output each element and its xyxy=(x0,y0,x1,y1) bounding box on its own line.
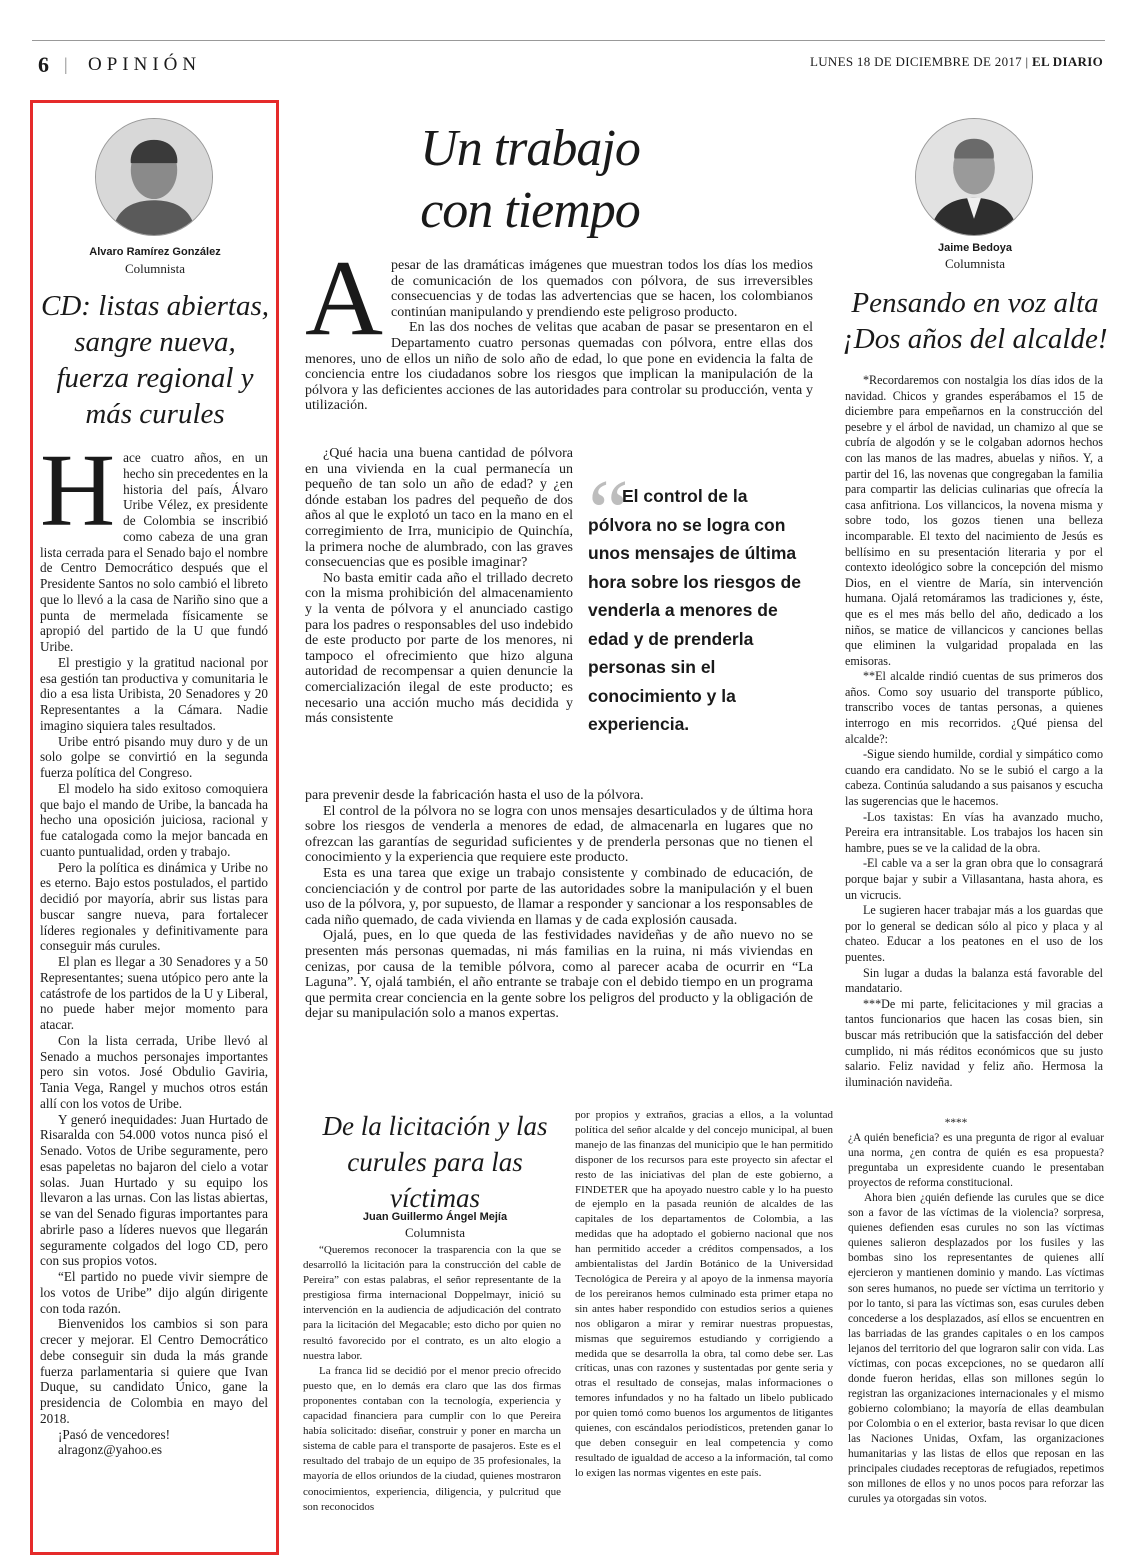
left-column-body xyxy=(40,433,268,1458)
center-narrow-column xyxy=(305,446,573,727)
bottom-paragraph: ¿A quién beneficia? es una pregunta de rigor al evaluar una norma, ¿en contra de quién es esa propuesta? preguntaba un expresidente cuando le presentaban proyectos de reforma constitucional. xyxy=(848,1132,1104,1190)
author-photo-left xyxy=(95,118,213,236)
center-paragraph: En las dos noches de velitas que acaban de pasar se presentaron en el Departamento cuatro personas quemadas con pólvora, entre ellas dos menores, uno de ellos un niño de solo año de edad, lo que pone en evidencia la falta de conciencia entre los ciudadanos sobre los riesgos que implican la manipulación de la pólvora y las deficientes acciones de las autoridades para controlar su producción, venta y utilización. xyxy=(305,320,813,414)
center-paragraph: para prevenir desde la fabricación hasta el uso de la pólvora. xyxy=(305,788,644,803)
bottom-paragraph: La franca lid se decidió por el menor precio ofrecido puesto que, en lo demás era claro que las dos firmas proponentes contaban con la tecnología, experiencia y capacidad financiera para cumplir con lo que Pereira había solicitado: diseñar, construir y poner en marcha un sistema de cable para el transporte de pasajeros. Este es el resultado del trabajo de un equipo de 35 profesionales, la mayoría de ellos oriundos de la ciudad, quienes mostraron conocimientos, experiencia, diligencia, y pulcritud que son reconocidos xyxy=(303,1364,561,1513)
right-paragraph: -Sigue siendo humilde, cordial y simpático como cuando era candidato. No se le subió el cargo a la cabeza. Continúa saludando a sus paisanos y escucha las sugerencias que le hacemos. xyxy=(845,747,1103,809)
header-separator: | xyxy=(64,54,68,74)
center-paragraph: Esta es una tarea que exige un trabajo consistente y combinado de educación, de concienciación y de control por parte de las autoridades sobre la manipulación y el buen uso de la pólvora, y, por supuesto, de llamar a responder y sancionar a los responsables de cada niño quemado, de cada vivienda en llamas y de cada explosión causada. xyxy=(305,865,813,928)
right-paragraph: ***De mi parte, felicitaciones y mil gracias a tantos funcionarios que hacen las cosas bien, sin buscar más retribución que la satisfacción del deber cumplido, ni más réditos económicos que su justo salario. Feliz navidad y feliz año. Hermosa la iluminación navideña. xyxy=(845,996,1103,1089)
right-column-headline: Pensando en voz alta ¡Dos años del alcalde! xyxy=(842,287,1108,355)
bottom-paragraph: “Queremos reconocer la trasparencia con la que se desarrolló la licitación para la construcción del cable de Pereira” con estas palabras, el señor representante de la prestigiosa firma internacional Doppelmayr, inició su intervención en la audiencia de adjudicación del contrato para la licitación del Megacable; esto dicho por quien no resultó favorecido por el contrato, es un alto elogio a nuestra labor. xyxy=(303,1244,561,1362)
left-paragraph: Y generó inequidades: Juan Hurtado de Risaralda con 54.000 votos nunca pisó el Senado. Votos de Uribe seguramente, pero esas papeletas no bajaron del cielo a votar solas. Juan Hurtado y su equipo los llevaron a las urnas. Con las listas abiertas, se van del Senado figuras importantes para abrirle paso a líderes nuevos que llegarán seguramente colgados del logo CD, pero con sus propios votos. xyxy=(40,1111,268,1269)
person-portrait-icon xyxy=(916,119,1032,235)
right-paragraph: **El alcalde rindió cuentas de sus primeros dos años. Como soy usuario del transporte público, transcribo voces de tantas personas, a quienes interrogo en mis recorridos. ¿Qué piensa del alcalde?: xyxy=(845,669,1103,746)
left-paragraph: Pero la política es dinámica y Uribe no es eterno. Bajo estos postulados, el partido decidió por mayoría, abrir sus listas para buscar sangre nueva, para fortalecer líderes regionales y definitivamente para conseguir más curules. xyxy=(40,859,268,954)
center-dropcap: A xyxy=(305,239,383,358)
left-paragraph: Con la lista cerrada, Uribe llevó al Senado a muchos personajes importantes pero sin votos. José Obdulio Gaviria, Tania Vega, Rangel y muchos otros están allí con los votos de Uribe. xyxy=(40,1032,268,1111)
center-paragraph: El control de la pólvora no se logra con unos mensajes desarticulados y de última hora sobre los riesgos de venderla a menores de edad, de almacenarla en lugares que no ofrezcan las garantías de seguridad suficientes y de prenderla personas que no tienen el conocimiento y la experiencia que requiere este producto. xyxy=(305,803,813,866)
right-paragraph: -Los taxistas: En vías ha avanzado mucho, Pereira era intransitable. Los trabajos los hacen sin hambre, pues se ve la calidad de la obra. xyxy=(845,809,1103,855)
left-paragraph: ¡Pasó de vencedores! xyxy=(58,1426,171,1442)
left-column-headline: CD: listas abiertas, sangre nueva, fuerza regional y más curules xyxy=(41,290,269,430)
center-headline: Un trabajo con tiempo xyxy=(420,120,640,239)
author-name-bottom: Juan Guillermo Ángel Mejía xyxy=(362,1211,508,1223)
left-paragraph: El plan es llegar a 30 Senadores y a 50 Representantes; suena utópico pero ante la catástrofe de los partidos de la U y Liberal, no puede haber mejor momento para atacar. xyxy=(40,954,268,1032)
bottom-paragraph: Ahora bien ¿quién defiende las curules que se dice son a favor de las víctimas de la violencia? sorpresa, quienes defienden esas curules no son las víctimas quienes salieron desplazados por los fusiles y las bombas sino los representantes de quienes allí ejercieron y mantienen dominio y mando. Las víctimas son seres humanos, no puede ser víctima un territorio y por lo tanto, si para las víctimas son, esas curules deben concederse a los desplazados, así ellos se encuentren en las barriadas de las grandes capitales o en los campos lejanos del territorio del que lograron salir con vida. Las víctimas, con pocas excepciones, no se quedaron allí donde fueron heridas, ellas son millones según lo registran las organizaciones internacionales y el mismo gobierno colombiano; la mayoría de ellas deambulan por Colombia o en el exterior, basta revisar lo que dicen las Naciones Unidas, Oxfam, las organizaciones humanitarias y las listas de ellos que reposan en las principales ciudades receptoras de refugiados, repetimos son millones de ellos y no unos pocos para reforzar las curules ya otorgadas sin votos. xyxy=(848,1192,1104,1506)
author-role-bottom: Columnista xyxy=(405,1225,465,1240)
center-paragraph: No basta emitir cada año el trillado decreto con la misma prohibición del almacenamiento y la venta de pólvora y el anunciado castigo para los padres o responsables del uso indebido de este producto por parte de los menores, ni tampoco el ofrecimiento que hizo alguna autoridad de recompensar a quien denuncie la comercialización ilegal de este producto; es necesario una acción mucho más decidida y más consistente xyxy=(305,570,573,727)
right-column-body xyxy=(845,373,1103,1090)
author-email[interactable]: alragonz@yahoo.es xyxy=(58,1442,163,1458)
header-rule xyxy=(32,40,1105,41)
newspaper-name: EL DIARIO xyxy=(1032,54,1103,69)
author-role-left: Columnista xyxy=(125,261,185,276)
right-paragraph: Sin lugar a dudas la balanza está favorable del mandatario. xyxy=(845,965,1103,996)
pull-quote: El control de la pólvora no se logra con unos mensajes de última hora sobre los riesgos de venderla a menores de edad y de prenderla personas sin el conocimiento y la experiencia. xyxy=(588,486,801,734)
left-paragraph: “El partido no puede vivir siempre de los votos de Uribe” dijo algún dirigente con toda razón. xyxy=(40,1269,268,1316)
bottom-column-1 xyxy=(303,1243,561,1515)
section-break-marker: **** xyxy=(944,1117,968,1129)
right-paragraph: *Recordaremos con nostalgia los días idos de la navidad. Chicos y grandes esperábamos el 15 de diciembre para empeñarnos en la construcción del pesebre y el árbol de navidad, un chamizo al que se cubría de algodón y se le colgaban adornos hechos con las manos de las madres, abuelas y niños. Y, a partir del 16, las novenas que congregaban la familia para compartir las delicias culinarias que ofrecía la casa anfitriona. Los villancicos, la novena misma y sobre todo, los gozos tienen una belleza incomparable. El texto del nacimiento de Jesús es bellísimo en su presentación literaria y por el contexto ideológico sobre la concepción del mismo Dios, en el vientre de María, sin intervención humana. Ojalá retomáramos las tradiciones y, éste, que es el mes más bello del año, dedicado a los niños, se matice de villancicos y canciones bellas que eliminen la vulgaridad propalada en las emisoras. xyxy=(845,373,1103,668)
author-role-right: Columnista xyxy=(945,256,1005,271)
bottom-column-3 xyxy=(848,1116,1104,1507)
bottom-headline: De la licitación y las curules para las víctimas xyxy=(322,1111,548,1213)
author-photo-right xyxy=(915,118,1033,236)
bottom-column-2 xyxy=(575,1108,833,1481)
bottom-paragraph: por propios y extraños, gracias a ellos, a la voluntad política del señor alcalde y del concejo municipal, al buen manejo de las finanzas del municipio que le han permitido disponer de los recursos para este proyecto sin afectar el resto de las iniciativas del plan de este gobierno, a FINDETER que ha apoyado nuestro cable y lo ha puesto de ejemplo en la pasada reunión de alcaldes de las capitales de los departamentos de Colombia, a las medidas que ha adoptado el gobierno nacional que nos han permitido acceder a créditos compensados, a los ambientalistas del Jardín Botánico de la Universidad Tecnológica de Pereira y al apoyo de la inmensa mayoría de los pereiranos hemos culminado esta primer etapa no sin antes haber respondido con estudios serios a quienes nos obligaron a mirar y remirar nuestras propuestas, mismas que seguiremos estudiando y corrigiendo a medida que se desarrolla la obra, tal como debe ser. Las críticas, unas con razones y sustentadas por gente seria y otras el resultado de consejas, malas informaciones o temores infundados y no ha faltado un libelo publicado por quien tomó como buenos los argumentos de litigantes quienes, con escándalos periodísticos, pretenden ganar lo que deben conseguir en leal competencia y como resultado de igualdad de acceso a la información, tal como lo exigen las normas vigentes en este país. xyxy=(575,1109,833,1479)
section-name: OPINIÓN xyxy=(88,54,202,75)
header-date-line xyxy=(810,54,1103,70)
left-paragraph: El prestigio y la gratitud nacional por esa gestión tan productiva y comunitaria le dio a esa lista Uribista, 20 Senadores y 20 Representantes a la Cámara. Nadie imagino siquiera tales resultados. xyxy=(40,654,268,733)
person-portrait-icon xyxy=(96,119,212,235)
center-wide-body xyxy=(305,788,813,1022)
date-separator: | xyxy=(1025,54,1029,69)
left-paragraph: El modelo ha sido exitoso comoquiera que bajo el mando de Uribe, la bancada ha hecho una oposición juiciosa, racional y fue catalogada como la mejor bancada en cuanto puntualidad, orden y trabajo. xyxy=(40,780,268,859)
right-paragraph: -El cable va a ser la gran obra que lo consagrará porque bajar y subir a Villasantana, hasta ahora, es un vicrucis. xyxy=(845,856,1103,902)
left-paragraph: Bienvenidos los cambios si son para crecer y mejorar. El Centro Democrático debe conseguir sin duda la más grande fuerza parlamentaria si quiere que Ivan Duque, su candidato Único, gane la presidencia de Colombia en mayo del 2018. xyxy=(40,1316,268,1426)
quote-mark-icon: “ xyxy=(588,461,629,563)
center-paragraph: ¿Qué hacia una buena cantidad de pólvora en una vivienda en la cual permanecía un pequeño de tan solo un año de edad? y ¿en dónde estaban los padres del pequeño de dos años al que le explotó un taco en la mano en el corregimiento de Irra, municipio de Quinchía, la primera noche de alumbrado, con las graves consecuencias que es posible imaginar? xyxy=(305,446,573,571)
left-dropcap: H xyxy=(40,433,116,548)
issue-date: LUNES 18 DE DICIEMBRE DE 2017 xyxy=(809,54,1022,69)
page-number: 6 xyxy=(38,52,49,77)
left-paragraph: Uribe entró pisando muy duro y de un solo golpe se convirtió en la segunda fuerza política del Congreso. xyxy=(40,733,268,780)
center-paragraph: Ojalá, pues, en lo que queda de las festividades navideñas y de año nuevo no se presenten más personas quemadas, ni más familias en la ruina, ni más viviendas en cenizas, por causa de la temible pólvora, como al parecer acaba de ocurrir en “La Laguna”. Y, ojalá también, el año entrante se trabaje con el debido tiempo en un programa que permita crear conciencia en la gente sobre los peligros del producto y la obligación de dejar su manipulación solo a manos expertas. xyxy=(305,928,813,1022)
author-name-right: Jaime Bedoya xyxy=(938,242,1012,254)
right-paragraph: Le sugieren hacer trabajar más a los guardas que por lo general se dedican sólo al pico y placa y al chateo. Educar a los peatones en el uso de los puentes. xyxy=(845,903,1103,964)
center-intro: Apesar de las dramáticas imágenes que muestran todos los días los medios de comunicación de los quemados con pólvora, de sus irreversibles consecuencias y de todas las advertencias que se hacen, los colombianos continúan manipulando y prendiendo este peligroso producto. En las dos noches de velitas que acaban de pasar se presentaron en el Departamento cuatro personas quemadas con pólvora, entre ellas dos menores, uno de ellos un niño de solo año de edad, lo que pone en evidencia la falta de conciencia entre los ciudadanos sobre los riesgos que implican la manipulación de la pólvora y las deficientes acciones de las autoridades para controlar su producción, venta y utilización. xyxy=(305,239,813,414)
left-paragraph: ace cuatro años, en un hecho sin precedentes en la historia del país, Álvaro Uribe Vélez, ex presidente de Colombia se inscribió como cabeza de una gran lista cerrada para el Senado bajo el nombre de Centro Democrático después que el Presidente Santos no solo cambió el libreto que lo llevó a la casa de Nariño sino que a punta de mermelada físicamente se apropió del partido de la U que fundó Uribe. xyxy=(40,450,268,654)
author-name-left: Alvaro Ramírez González xyxy=(89,246,221,258)
